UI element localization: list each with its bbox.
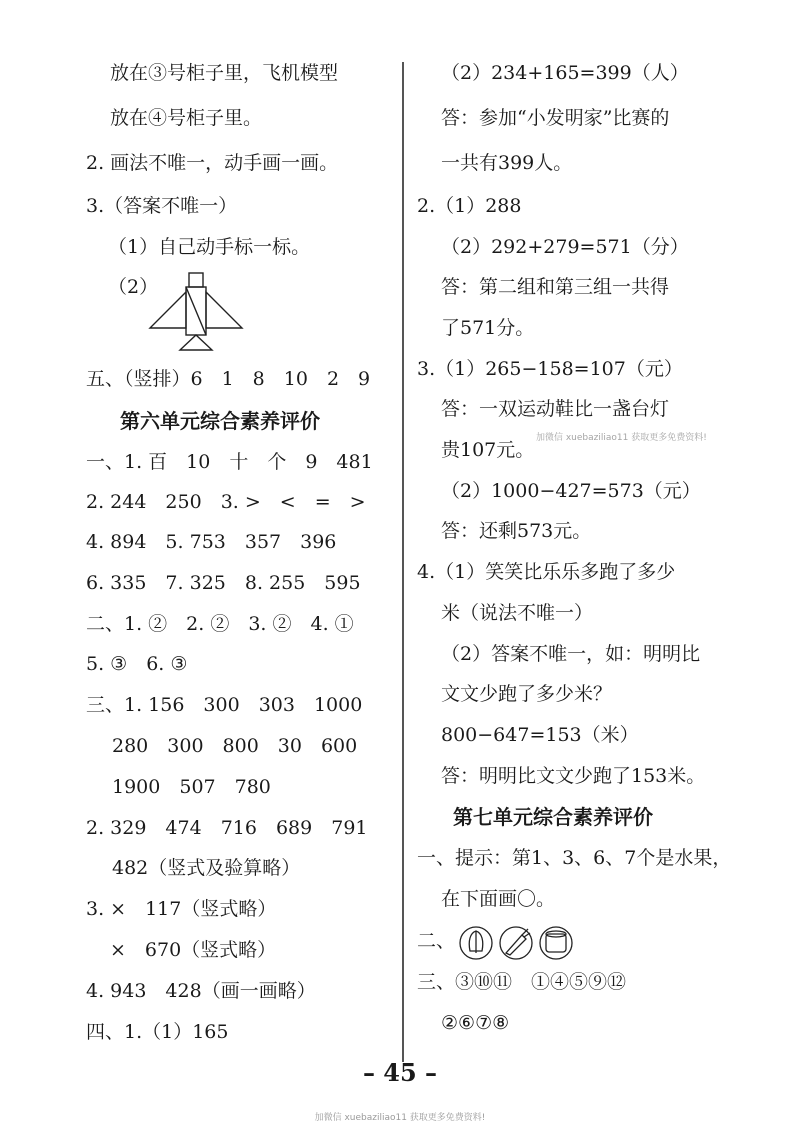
circle-icon [500, 927, 532, 959]
text-line: 4. 894 5. 753 357 396 [86, 531, 337, 553]
text-line: 280 300 800 30 600 [112, 735, 358, 757]
text-line: 答：参加“小发明家”比赛的 [441, 107, 670, 129]
text-line: （2）234+165=399（人） [441, 62, 689, 84]
circle-icon [540, 927, 572, 959]
text-line: 4. 943 428（画一画略） [86, 980, 316, 1002]
text-line: （2）1000−427=573（元） [441, 480, 701, 502]
text-line: （2） [108, 276, 159, 298]
text-line: × 670（竖式略） [110, 939, 277, 961]
text-line: ②⑥⑦⑧ [441, 1012, 510, 1034]
text-line: 五、（竖排）6 1 8 10 2 9 [86, 368, 371, 390]
rocket-right-wing [206, 292, 242, 328]
text-line: 答：第二组和第三组一共得 [441, 276, 670, 298]
text-line: 放在③号柜子里，飞机模型 [110, 62, 339, 84]
text-line: 3.（答案不唯一） [86, 195, 238, 217]
text-line: 1900 507 780 [112, 776, 271, 798]
text-line: 了571分。 [441, 317, 535, 339]
text-line: 2. 画法不唯一，动手画一画。 [86, 152, 339, 174]
text-line: 米（说法不唯一） [441, 602, 594, 624]
watermark-text: 加微信 xuebaziliao11 获取更多免费资料! [536, 433, 707, 443]
text-line: 答：一双运动鞋比一盏台灯 [441, 398, 670, 420]
text-line: 四、1.（1）165 [86, 1021, 229, 1043]
text-line: 4.（1）笑笑比乐乐多跑了多少 [417, 561, 676, 583]
text-line: 一共有399人。 [441, 152, 573, 174]
text-line: 答：还剩573元。 [441, 520, 592, 542]
tangram-rocket-figure [146, 270, 246, 356]
text-line: 2.（1）288 [417, 195, 522, 217]
text-line: 2. 244 250 3. > < = > [86, 491, 366, 513]
text-line: （2）292+279=571（分） [441, 236, 689, 258]
text-line: 答：明明比文文少跑了153米。 [441, 765, 706, 787]
footer-note: 加微信 xuebaziliao11 获取更多免费资料! [314, 1113, 486, 1123]
text-line: （2）答案不唯一，如：明明比 [441, 643, 701, 665]
text-line: 800−647=153（米） [441, 724, 639, 746]
text-line: 3. × 117（竖式略） [86, 898, 277, 920]
text-line: 二、1. ② 2. ② 3. ② 4. ① [86, 613, 354, 635]
section-heading: 第七单元综合素养评价 [453, 805, 653, 829]
text-line: 482（竖式及验算略） [112, 857, 301, 879]
page-number: – 45 – [362, 1058, 438, 1087]
text-line: 贵107元。 [441, 439, 535, 461]
text-line: 5. ③ 6. ③ [86, 653, 188, 675]
text-line: 文文少跑了多少米？ [441, 683, 613, 705]
text-line: 3.（1）265−158=107（元） [417, 358, 683, 380]
rocket-left-wing [150, 292, 186, 328]
text-line: 放在④号柜子里。 [110, 107, 263, 129]
rocket-base-triangle [180, 335, 212, 350]
text-line: （1）自己动手标一标。 [108, 236, 311, 258]
text-line: 一、提示：第1、3、6、7个是水果， [417, 847, 732, 869]
text-line: 一、1. 百 10 十 个 9 481 [86, 451, 373, 473]
text-line: 二、 [417, 930, 456, 952]
section-heading: 第六单元综合素养评价 [120, 409, 320, 433]
rocket-body-diagonal [186, 287, 206, 335]
text-line: 2. 329 474 716 689 791 [86, 817, 368, 839]
column-divider [402, 62, 404, 1062]
text-line: 三、③⑩⑪ ①④⑤⑨⑫ [417, 971, 627, 993]
carrot-icon [506, 935, 526, 955]
answer-icons [458, 923, 578, 963]
text-line: 三、1. 156 300 303 1000 [86, 694, 363, 716]
text-line: 6. 335 7. 325 8. 255 595 [86, 572, 361, 594]
rocket-top-square [189, 273, 203, 287]
text-line: 在下面画〇。 [441, 888, 556, 910]
